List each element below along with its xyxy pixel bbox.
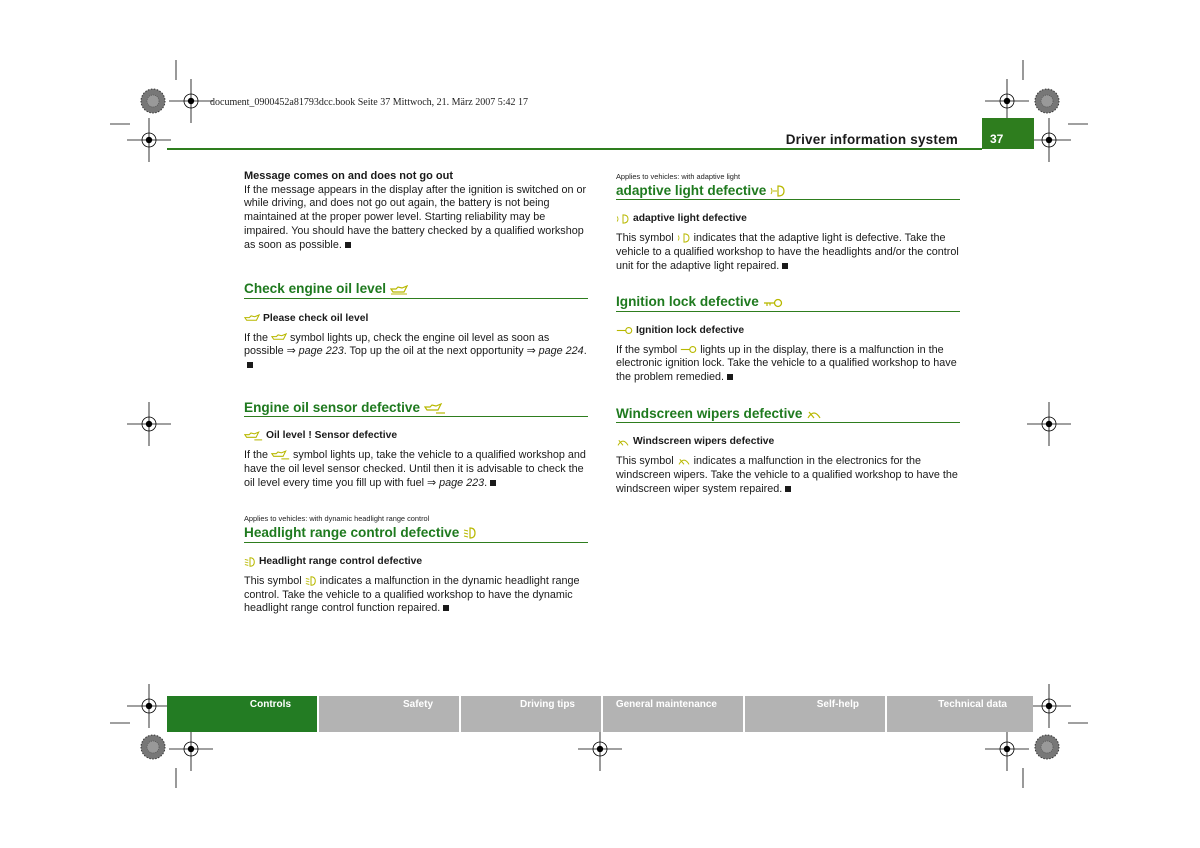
section-title-wipers: Windscreen wipers defective [616, 407, 960, 424]
wipers-text: This symbol indicates a malfunction in the electronics for the windscreen wipers. Take the vehicle to a qualified workshop to have the windscreen wiper system repaired. [616, 455, 958, 495]
applies-note: Applies to vehicles: with dynamic headlight range control [244, 514, 430, 524]
tab-general-maintenance[interactable]: General maintenance [603, 696, 743, 732]
tab-self-help[interactable]: Self-help [745, 696, 885, 732]
oil-sensor-icon [271, 450, 290, 460]
key-icon [616, 326, 633, 335]
wiper-icon [806, 408, 822, 420]
subhead-adaptive-light: adaptive light defective [616, 212, 960, 226]
tab-controls[interactable]: Controls [167, 696, 317, 732]
adaptive-light-text: This symbol indicates that the adaptive light is defective. Take the vehicle to a qualified workshop to have the headlights and/or the control unit for the adaptive light repaired. [616, 232, 959, 272]
applies-note: Applies to vehicles: with adaptive light [616, 172, 741, 181]
header-rule [167, 148, 982, 150]
left-column [244, 170, 588, 616]
section-title-oil-sensor: Engine oil sensor defective [244, 401, 588, 418]
wiper-icon [616, 437, 630, 447]
ignition-lock-text: If the symbol lights up in the display, there is a malfunction in the electronic ignition lock. Take the vehicle to a qualified workshop to have the problem remedied. [616, 343, 957, 384]
end-square-icon [443, 605, 449, 611]
tab-technical-data[interactable]: Technical data [887, 696, 1033, 732]
subhead-oil-level: Please check oil level [244, 312, 588, 326]
headlight-range-icon [244, 556, 256, 568]
end-square-icon [785, 486, 791, 492]
page-title: Driver information system [785, 132, 958, 147]
headlight-range-icon [463, 526, 477, 540]
message-heading: Message comes on and does not go out [244, 170, 454, 182]
key-icon [763, 298, 783, 308]
tab-driving-tips[interactable]: Driving tips [461, 696, 601, 732]
subhead-oil-sensor: Oil level ! Sensor defective [244, 429, 588, 443]
page-number: 37 [982, 118, 1034, 149]
section-title-adaptive-light: adaptive light defective [616, 184, 960, 201]
right-column [616, 170, 960, 496]
headlight-text: This symbol indicates a malfunction in the dynamic headlight range control. Take the vehicle to a qualified workshop to have the dynamic headlight range control function repaired. [244, 575, 580, 615]
adaptive-light-icon [616, 214, 630, 224]
subhead-wipers: Windscreen wipers defective [616, 435, 960, 449]
chapter-nav [167, 696, 1033, 732]
message-text: If the message appears in the display after the ignition is switched on or while driving, and does not go out again, the battery is not being maintained at the proper power level. Starting reliability may be impaired. You should have the battery checked by a qualified workshop as soon as possible. [244, 183, 587, 251]
page-ref-link[interactable]: page 224 [538, 345, 584, 358]
tab-safety[interactable]: Safety [319, 696, 459, 732]
oil-sensor-text: If the symbol lights up, take the vehicle to a qualified workshop and have the oil level sensor checked. Until then it is advisable to check the oil level every time you fill up with fuel ⇒ page 223. [244, 449, 586, 489]
print-slug: document_0900452a81793dcc.book Seite 37 Mittwoch, 21. März 2007 5:42 17 [210, 97, 529, 108]
key-icon [680, 345, 697, 354]
oil-level-text: If the symbol lights up, check the engine oil level as soon as possible ⇒ page 223. Top up the oil at the next opportunity ⇒ page 224. [244, 332, 588, 373]
end-square-icon [345, 242, 351, 248]
oil-can-icon [271, 333, 287, 342]
section-title-headlight: Headlight range control defective [244, 526, 588, 543]
page-ref-link[interactable]: page 223 [439, 476, 485, 489]
adaptive-light-icon [770, 185, 786, 197]
page-ref-link[interactable]: page 223 [298, 345, 344, 358]
end-square-icon [247, 362, 253, 368]
adaptive-light-icon [677, 233, 691, 243]
oil-can-icon [390, 285, 408, 295]
wiper-icon [677, 456, 691, 466]
headlight-range-icon [305, 575, 317, 587]
oil-sensor-icon [424, 403, 446, 414]
subhead-headlight: Headlight range control defective [244, 555, 588, 569]
oil-can-icon [244, 314, 260, 323]
section-title-oil-level: Check engine oil level [244, 282, 588, 299]
subhead-ignition-lock: Ignition lock defective [616, 324, 960, 338]
end-square-icon [727, 374, 733, 380]
oil-sensor-icon [244, 431, 263, 441]
section-title-ignition-lock: Ignition lock defective [616, 295, 960, 312]
end-square-icon [490, 480, 496, 486]
end-square-icon [782, 263, 788, 269]
